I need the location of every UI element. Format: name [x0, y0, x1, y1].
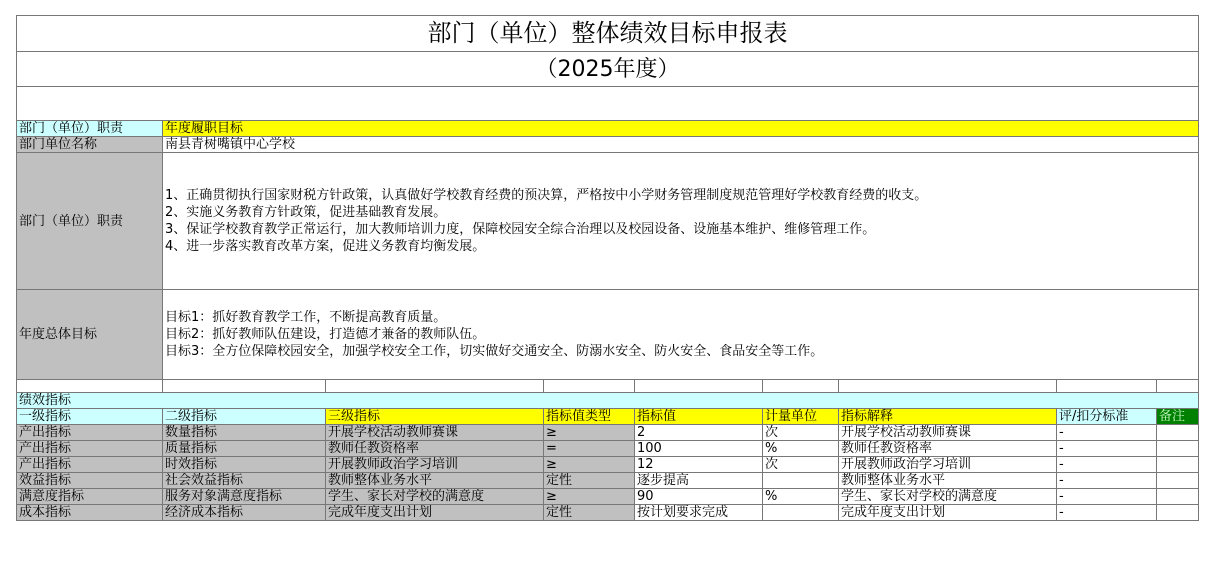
- duty-line-4: 4、进一步落实教育改革方案，促进义务教育均衡发展。: [165, 239, 486, 254]
- table-row: [17, 489, 1199, 505]
- duty-line-3: 3、保证学校教育教学正常运行，加大教师培训力度，保障校园安全综合治理以及校园设备、设施基本维护、维修管理工作。: [165, 222, 876, 237]
- cell-level1[interactable]: 产出指标: [17, 441, 163, 457]
- cell-level1[interactable]: 产出指标: [17, 425, 163, 441]
- cell-value[interactable]: 2: [635, 425, 763, 441]
- col-header-level1[interactable]: 一级指标: [17, 409, 163, 425]
- cell-value[interactable]: 12: [635, 457, 763, 473]
- duties-label[interactable]: 部门（单位）职责: [17, 153, 163, 290]
- spacer-cell: [544, 380, 635, 393]
- cell-remarks[interactable]: [1157, 473, 1199, 489]
- cell-level2[interactable]: 经济成本指标: [163, 505, 326, 521]
- cell-remarks[interactable]: [1157, 441, 1199, 457]
- duty-header-goal[interactable]: 年度履职目标: [163, 121, 1199, 137]
- spacer-cell: [635, 380, 763, 393]
- cell-value[interactable]: 90: [635, 489, 763, 505]
- perf-rows: [17, 425, 1199, 521]
- table-row: [17, 441, 1199, 457]
- cell-level2[interactable]: 服务对象满意度指标: [163, 489, 326, 505]
- spacer-cell: [163, 380, 326, 393]
- cell-explanation[interactable]: 学生、家长对学校的满意度: [839, 489, 1057, 505]
- unit-name-label[interactable]: 部门单位名称: [17, 137, 163, 153]
- table-row: [17, 457, 1199, 473]
- cell-unit[interactable]: %: [763, 489, 839, 505]
- cell-unit[interactable]: [763, 505, 839, 521]
- cell-value-type[interactable]: ≥: [544, 457, 635, 473]
- col-header-level3[interactable]: 三级指标: [326, 409, 544, 425]
- duties-content[interactable]: [163, 153, 1199, 290]
- cell-explanation[interactable]: 开展教师政治学习培训: [839, 457, 1057, 473]
- col-header-level2[interactable]: 二级指标: [163, 409, 326, 425]
- duty-line-1: 1、正确贯彻执行国家财税方针政策，认真做好学校教育经费的预决算，严格按中小学财务管理制度规范管理好学校教育经费的收支。: [165, 188, 928, 203]
- cell-scoring[interactable]: -: [1057, 457, 1157, 473]
- cell-level1[interactable]: 产出指标: [17, 457, 163, 473]
- cell-remarks[interactable]: [1157, 505, 1199, 521]
- cell-level2[interactable]: 社会效益指标: [163, 473, 326, 489]
- table-row: [17, 473, 1199, 489]
- cell-remarks[interactable]: [1157, 457, 1199, 473]
- cell-value[interactable]: 按计划要求完成: [635, 505, 763, 521]
- col-header-value[interactable]: 指标值: [635, 409, 763, 425]
- goal-table: [16, 15, 1199, 521]
- cell-level2[interactable]: 时效指标: [163, 457, 326, 473]
- cell-level3[interactable]: 教师任教资格率: [326, 441, 544, 457]
- col-header-unit[interactable]: 计量单位: [763, 409, 839, 425]
- unit-name-value[interactable]: 南县青树嘴镇中心学校: [163, 137, 1199, 153]
- sheet-subtitle: （2025年度）: [17, 52, 1199, 87]
- cell-unit[interactable]: [763, 473, 839, 489]
- annual-goal-label[interactable]: 年度总体目标: [17, 290, 163, 380]
- cell-unit[interactable]: 次: [763, 457, 839, 473]
- spacer-cell: [1057, 380, 1157, 393]
- cell-value-type[interactable]: ≥: [544, 425, 635, 441]
- cell-value[interactable]: 100: [635, 441, 763, 457]
- cell-explanation[interactable]: 开展学校活动教师赛课: [839, 425, 1057, 441]
- cell-remarks[interactable]: [1157, 425, 1199, 441]
- cell-scoring[interactable]: -: [1057, 473, 1157, 489]
- cell-scoring[interactable]: -: [1057, 425, 1157, 441]
- cell-level1[interactable]: 满意度指标: [17, 489, 163, 505]
- sheet-title: 部门（单位）整体绩效目标申报表: [17, 16, 1199, 52]
- cell-scoring[interactable]: -: [1057, 489, 1157, 505]
- goal-line-2: 目标2：抓好教师队伍建设，打造德才兼备的教师队伍。: [165, 327, 486, 342]
- spacer-cell: [763, 380, 839, 393]
- cell-value[interactable]: 逐步提高: [635, 473, 763, 489]
- cell-level3[interactable]: 学生、家长对学校的满意度: [326, 489, 544, 505]
- cell-level2[interactable]: 数量指标: [163, 425, 326, 441]
- cell-level3[interactable]: 教师整体业务水平: [326, 473, 544, 489]
- table-row: [17, 505, 1199, 521]
- cell-value-type[interactable]: 定性: [544, 473, 635, 489]
- cell-explanation[interactable]: 完成年度支出计划: [839, 505, 1057, 521]
- spacer-cell: [1157, 380, 1199, 393]
- spacer-cell: [839, 380, 1057, 393]
- performance-goal-sheet: [16, 15, 1198, 521]
- perf-section-header[interactable]: 绩效指标: [17, 393, 1199, 409]
- cell-level3[interactable]: 开展学校活动教师赛课: [326, 425, 544, 441]
- annual-goal-content[interactable]: [163, 290, 1199, 380]
- cell-unit[interactable]: 次: [763, 425, 839, 441]
- cell-value-type[interactable]: ≥: [544, 489, 635, 505]
- cell-scoring[interactable]: -: [1057, 505, 1157, 521]
- cell-value-type[interactable]: =: [544, 441, 635, 457]
- duty-header-label[interactable]: 部门（单位）职责: [17, 121, 163, 137]
- spacer-cell: [17, 380, 163, 393]
- cell-level1[interactable]: 成本指标: [17, 505, 163, 521]
- table-row: [17, 425, 1199, 441]
- cell-level2[interactable]: 质量指标: [163, 441, 326, 457]
- cell-level3[interactable]: 开展教师政治学习培训: [326, 457, 544, 473]
- cell-explanation[interactable]: 教师任教资格率: [839, 441, 1057, 457]
- spacer-cell: [326, 380, 544, 393]
- cell-value-type[interactable]: 定性: [544, 505, 635, 521]
- col-header-scoring[interactable]: 评/扣分标准: [1057, 409, 1157, 425]
- col-header-value-type[interactable]: 指标值类型: [544, 409, 635, 425]
- cell-explanation[interactable]: 教师整体业务水平: [839, 473, 1057, 489]
- col-header-explanation[interactable]: 指标解释: [839, 409, 1057, 425]
- blank-row: [17, 87, 1199, 121]
- cell-unit[interactable]: %: [763, 441, 839, 457]
- cell-level3[interactable]: 完成年度支出计划: [326, 505, 544, 521]
- cell-level1[interactable]: 效益指标: [17, 473, 163, 489]
- goal-line-3: 目标3：全方位保障校园安全，加强学校安全工作，切实做好交通安全、防溺水安全、防火安全、食品安全等工作。: [165, 344, 824, 359]
- cell-scoring[interactable]: -: [1057, 441, 1157, 457]
- duty-line-2: 2、实施义务教育方针政策，促进基础教育发展。: [165, 205, 447, 220]
- perf-header-row: [17, 409, 1199, 425]
- cell-remarks[interactable]: [1157, 489, 1199, 505]
- goal-line-1: 目标1：抓好教育教学工作，不断提高教育质量。: [165, 310, 447, 325]
- col-header-remarks[interactable]: 备注: [1157, 409, 1199, 425]
